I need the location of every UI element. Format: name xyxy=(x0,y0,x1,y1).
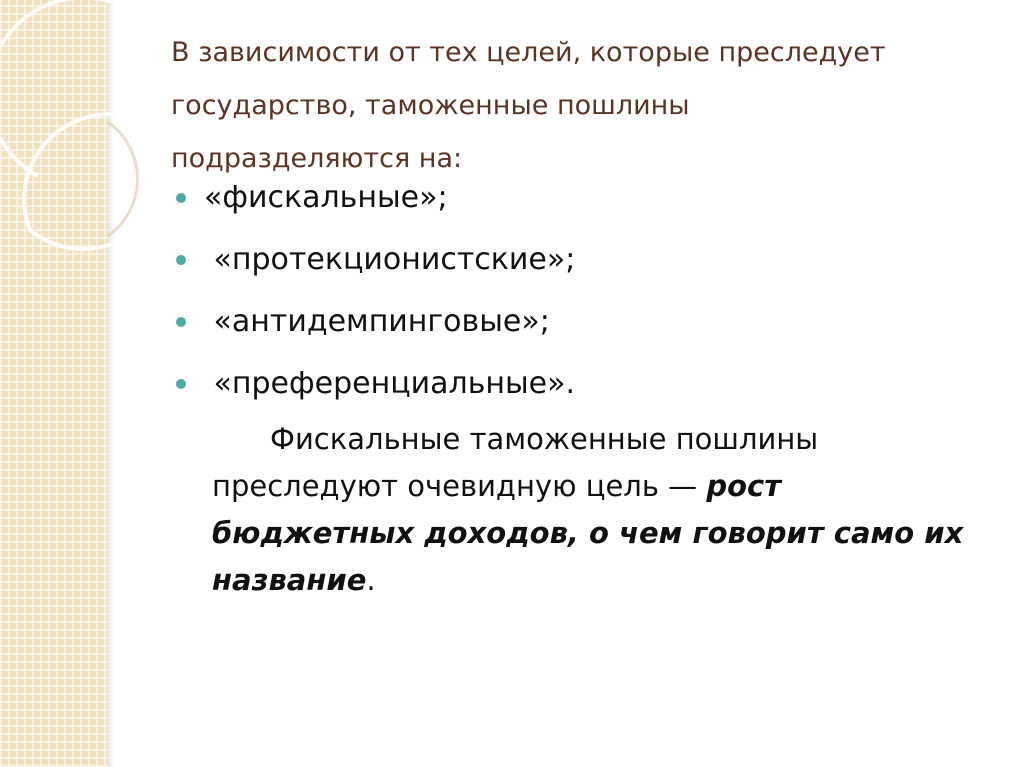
bullet-text: «преференциальные». xyxy=(204,365,576,401)
teal-dot-bullet-icon xyxy=(176,193,186,203)
list-item xyxy=(176,290,936,352)
bullet-list xyxy=(176,166,936,414)
paragraph-text-emphasis: рост бюджетных доходов, о чем говорит само их название xyxy=(212,469,964,597)
list-item xyxy=(176,352,936,414)
teal-dot-bullet-icon xyxy=(176,255,186,265)
slide-title: В зависимости от тех целей, которые преследует государство, таможенные пошлины подразделяются на: xyxy=(171,37,886,174)
circle-arcs-decoration xyxy=(0,0,160,330)
teal-dot-bullet-icon xyxy=(176,379,186,389)
bullet-text: «антидемпинговые»; xyxy=(204,303,550,339)
paragraph-text-plain: Фискальные таможенные пошлины преследуют очевидную цель — xyxy=(212,422,819,503)
paragraph-text-end: . xyxy=(366,563,376,597)
bullet-text: «фискальные»; xyxy=(204,179,448,215)
bullet-text: «протекционистские»; xyxy=(204,241,576,277)
explanation-paragraph xyxy=(212,416,972,604)
teal-dot-bullet-icon xyxy=(176,317,186,327)
list-item xyxy=(176,166,936,228)
list-item xyxy=(176,228,936,290)
